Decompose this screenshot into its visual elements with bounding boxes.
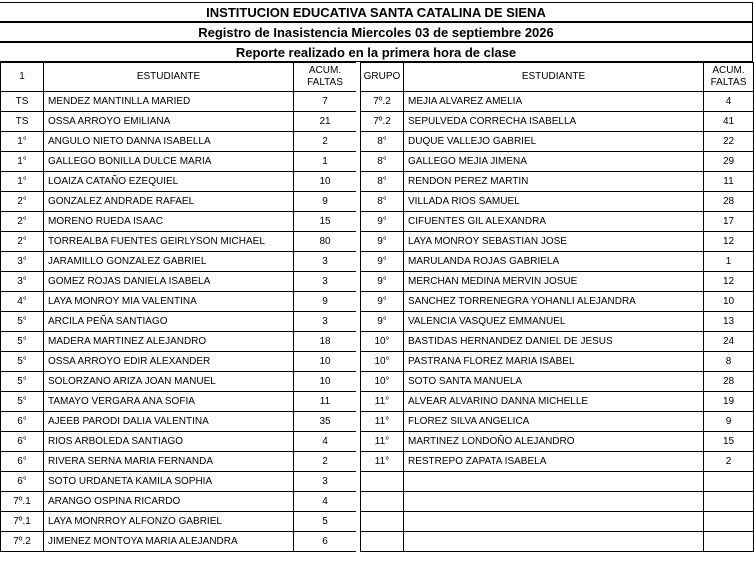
table-row xyxy=(1,472,357,492)
absences-cell xyxy=(704,472,754,492)
group-cell: 7º.2 xyxy=(361,112,404,132)
table-row xyxy=(1,532,357,552)
student-name-cell: VILLADA RIOS SAMUEL xyxy=(404,192,704,212)
attendance-table-right xyxy=(360,62,754,552)
absences-cell: 3 xyxy=(294,272,357,292)
table-row xyxy=(361,292,754,312)
table-row xyxy=(1,192,357,212)
absences-cell: 12 xyxy=(704,232,754,252)
group-cell: 8° xyxy=(361,152,404,172)
table-row xyxy=(361,532,754,552)
group-cell: 9° xyxy=(361,232,404,252)
table-row xyxy=(1,352,357,372)
absences-cell: 28 xyxy=(704,192,754,212)
group-cell xyxy=(361,532,404,552)
table-row xyxy=(1,312,357,332)
absences-cell: 10 xyxy=(294,372,357,392)
student-name-cell: RIVERA SERNA MARIA FERNANDA xyxy=(44,452,294,472)
table-row xyxy=(361,412,754,432)
table-row xyxy=(361,112,754,132)
student-name-cell: OSSA ARROYO EDIR ALEXANDER xyxy=(44,352,294,372)
absences-cell: 8 xyxy=(704,352,754,372)
group-cell: 9° xyxy=(361,312,404,332)
absences-cell: 11 xyxy=(294,392,357,412)
group-column-header: GRUPO xyxy=(361,63,404,92)
student-name-cell: MERCHAN MEDINA MERVIN JOSUE xyxy=(404,272,704,292)
student-name-cell: MADERA MARTINEZ ALEJANDRO xyxy=(44,332,294,352)
report-note: Reporte realizado en la primera hora de clase xyxy=(0,42,753,62)
group-cell: 6° xyxy=(1,432,44,452)
table-row xyxy=(1,452,357,472)
group-cell xyxy=(361,472,404,492)
group-cell: 3° xyxy=(1,252,44,272)
absences-cell: 19 xyxy=(704,392,754,412)
student-name-cell: CIFUENTES GIL ALEXANDRA xyxy=(404,212,704,232)
absences-cell: 15 xyxy=(294,212,357,232)
table-row xyxy=(1,212,357,232)
absences-cell: 17 xyxy=(704,212,754,232)
student-column-header: ESTUDIANTE xyxy=(44,63,294,92)
group-cell: 5° xyxy=(1,392,44,412)
student-name-cell xyxy=(404,532,704,552)
group-cell: 7º.2 xyxy=(361,92,404,112)
student-name-cell: SOTO SANTA MANUELA xyxy=(404,372,704,392)
group-column-header: 1 xyxy=(1,63,44,92)
table-header-row xyxy=(1,63,357,92)
group-cell: 6° xyxy=(1,412,44,432)
student-name-cell: GOMEZ ROJAS DANIELA ISABELA xyxy=(44,272,294,292)
student-name-cell: MENDEZ MANTINLLA MARIED xyxy=(44,92,294,112)
student-name-cell: LOAIZA CATAÑO EZEQUIEL xyxy=(44,172,294,192)
absences-cell: 9 xyxy=(704,412,754,432)
table-row xyxy=(361,452,754,472)
absences-cell: 11 xyxy=(704,172,754,192)
group-cell: 11° xyxy=(361,412,404,432)
absences-cell: 9 xyxy=(294,292,357,312)
group-cell: 5° xyxy=(1,332,44,352)
absences-cell: 10 xyxy=(294,172,357,192)
student-column-header: ESTUDIANTE xyxy=(404,63,704,92)
table-row xyxy=(361,272,754,292)
table-row xyxy=(361,192,754,212)
table-row xyxy=(1,332,357,352)
student-name-cell: ARCILA PEÑA SANTIAGO xyxy=(44,312,294,332)
group-cell: 2° xyxy=(1,212,44,232)
absences-cell xyxy=(704,492,754,512)
group-cell: 9° xyxy=(361,292,404,312)
group-cell: 9° xyxy=(361,272,404,292)
absences-cell: 3 xyxy=(294,252,357,272)
absences-cell: 3 xyxy=(294,312,357,332)
table-row xyxy=(361,92,754,112)
group-cell: 1° xyxy=(1,152,44,172)
student-name-cell: MARTINEZ LONDOÑO ALEJANDRO xyxy=(404,432,704,452)
absences-cell: 28 xyxy=(704,372,754,392)
student-name-cell: LAYA MONROY SEBASTIAN JOSE xyxy=(404,232,704,252)
group-cell: 8° xyxy=(361,192,404,212)
group-cell: 9° xyxy=(361,212,404,232)
group-cell: 6° xyxy=(1,452,44,472)
absences-cell: 2 xyxy=(704,452,754,472)
table-row xyxy=(1,92,357,112)
student-name-cell: RENDON PEREZ MARTIN xyxy=(404,172,704,192)
group-cell: TS xyxy=(1,112,44,132)
student-name-cell: SEPULVEDA CORRECHA ISABELLA xyxy=(404,112,704,132)
table-row xyxy=(1,112,357,132)
group-cell: 5° xyxy=(1,312,44,332)
table-row xyxy=(1,292,357,312)
absences-cell: 2 xyxy=(294,452,357,472)
table-row xyxy=(1,152,357,172)
table-row xyxy=(361,492,754,512)
absences-cell: 29 xyxy=(704,152,754,172)
absences-cell: 18 xyxy=(294,332,357,352)
student-name-cell: JIMENEZ MONTOYA MARIA ALEJANDRA xyxy=(44,532,294,552)
student-name-cell: RESTREPO ZAPATA ISABELA xyxy=(404,452,704,472)
table-row xyxy=(361,512,754,532)
absences-cell: 4 xyxy=(704,92,754,112)
table-row xyxy=(361,352,754,372)
group-cell: 6° xyxy=(1,472,44,492)
absences-cell: 41 xyxy=(704,112,754,132)
student-name-cell xyxy=(404,472,704,492)
school-title: INSTITUCION EDUCATIVA SANTA CATALINA DE SIENA xyxy=(0,2,753,22)
group-cell: 10° xyxy=(361,372,404,392)
student-name-cell: SOTO URDANETA KAMILA SOPHIA xyxy=(44,472,294,492)
table-row xyxy=(1,272,357,292)
absences-cell: 13 xyxy=(704,312,754,332)
absences-cell: 4 xyxy=(294,492,357,512)
student-name-cell: TORREALBA FUENTES GEIRLYSON MICHAEL xyxy=(44,232,294,252)
student-name-cell: GONZALEZ ANDRADE RAFAEL xyxy=(44,192,294,212)
group-cell: 7º.1 xyxy=(1,492,44,512)
group-cell: 9° xyxy=(361,252,404,272)
student-name-cell: ARANGO OSPINA RICARDO xyxy=(44,492,294,512)
student-name-cell: ANGULO NIETO DANNA ISABELLA xyxy=(44,132,294,152)
table-row xyxy=(361,372,754,392)
absences-cell: 15 xyxy=(704,432,754,452)
table-row xyxy=(1,172,357,192)
absences-cell: 22 xyxy=(704,132,754,152)
table-row xyxy=(361,212,754,232)
group-cell: 10° xyxy=(361,332,404,352)
absences-column-header: ACUM. FALTAS xyxy=(294,63,357,92)
student-name-cell: GALLEGO MEJIA JIMENA xyxy=(404,152,704,172)
student-name-cell: TAMAYO VERGARA ANA SOFIA xyxy=(44,392,294,412)
student-name-cell: MORENO RUEDA ISAAC xyxy=(44,212,294,232)
table-row xyxy=(361,312,754,332)
student-name-cell: ALVEAR ALVARINO DANNA MICHELLE xyxy=(404,392,704,412)
table-row xyxy=(361,152,754,172)
group-cell: 1° xyxy=(1,172,44,192)
table-row xyxy=(1,372,357,392)
group-cell: 1° xyxy=(1,132,44,152)
student-name-cell: RIOS ARBOLEDA SANTIAGO xyxy=(44,432,294,452)
group-cell: 11° xyxy=(361,432,404,452)
group-cell: 4° xyxy=(1,292,44,312)
table-row xyxy=(1,252,357,272)
table-header-row xyxy=(361,63,754,92)
table-row xyxy=(361,232,754,252)
absences-column-header: ACUM. FALTAS xyxy=(704,63,754,92)
table-row xyxy=(361,172,754,192)
absences-cell: 7 xyxy=(294,92,357,112)
student-name-cell: MARULANDA ROJAS GABRIELA xyxy=(404,252,704,272)
table-row xyxy=(1,512,357,532)
absences-cell: 6 xyxy=(294,532,357,552)
group-cell xyxy=(361,492,404,512)
student-name-cell: FLOREZ SILVA ANGELICA xyxy=(404,412,704,432)
absences-cell: 5 xyxy=(294,512,357,532)
table-row xyxy=(361,252,754,272)
student-name-cell xyxy=(404,492,704,512)
absences-cell: 10 xyxy=(294,352,357,372)
student-name-cell: LAYA MONRROY ALFONZO GABRIEL xyxy=(44,512,294,532)
student-name-cell: GALLEGO BONILLA DULCE MARIA xyxy=(44,152,294,172)
attendance-subtitle: Registro de Inasistencia Miercoles 03 de septiembre 2026 xyxy=(0,22,753,42)
group-cell: TS xyxy=(1,92,44,112)
absences-cell: 1 xyxy=(704,252,754,272)
attendance-table-left xyxy=(0,62,357,552)
absences-cell xyxy=(704,512,754,532)
group-cell: 7º.1 xyxy=(1,512,44,532)
student-name-cell: PASTRANA FLOREZ MARIA ISABEL xyxy=(404,352,704,372)
group-cell: 11° xyxy=(361,392,404,412)
absences-cell: 12 xyxy=(704,272,754,292)
student-name-cell: DUQUE VALLEJO GABRIEL xyxy=(404,132,704,152)
table-row xyxy=(1,392,357,412)
group-cell: 5° xyxy=(1,372,44,392)
table-row xyxy=(361,332,754,352)
absences-cell: 9 xyxy=(294,192,357,212)
table-row xyxy=(361,132,754,152)
student-name-cell: LAYA MONROY MIA VALENTINA xyxy=(44,292,294,312)
student-name-cell: OSSA ARROYO EMILIANA xyxy=(44,112,294,132)
group-cell: 2° xyxy=(1,232,44,252)
student-name-cell: JARAMILLO GONZALEZ GABRIEL xyxy=(44,252,294,272)
student-name-cell xyxy=(404,512,704,532)
group-cell: 5° xyxy=(1,352,44,372)
group-cell: 11° xyxy=(361,452,404,472)
student-name-cell: AJEEB PARODI DALIA VALENTINA xyxy=(44,412,294,432)
absences-cell: 21 xyxy=(294,112,357,132)
student-name-cell: MEJIA ALVAREZ AMELIA xyxy=(404,92,704,112)
absences-cell: 1 xyxy=(294,152,357,172)
group-cell: 10° xyxy=(361,352,404,372)
absences-cell: 4 xyxy=(294,432,357,452)
table-row xyxy=(1,132,357,152)
group-cell: 7º.2 xyxy=(1,532,44,552)
absences-cell xyxy=(704,532,754,552)
table-row xyxy=(361,392,754,412)
table-row xyxy=(1,232,357,252)
table-row xyxy=(1,412,357,432)
absences-cell: 24 xyxy=(704,332,754,352)
group-cell: 8° xyxy=(361,172,404,192)
absences-cell: 35 xyxy=(294,412,357,432)
student-name-cell: SOLORZANO ARIZA JOAN MANUEL xyxy=(44,372,294,392)
table-row xyxy=(361,472,754,492)
table-row xyxy=(1,432,357,452)
absences-cell: 80 xyxy=(294,232,357,252)
group-cell xyxy=(361,512,404,532)
student-name-cell: VALENCIA VASQUEZ EMMANUEL xyxy=(404,312,704,332)
absences-cell: 10 xyxy=(704,292,754,312)
student-name-cell: BASTIDAS HERNANDEZ DANIEL DE JESUS xyxy=(404,332,704,352)
group-cell: 2° xyxy=(1,192,44,212)
group-cell: 3° xyxy=(1,272,44,292)
absences-cell: 2 xyxy=(294,132,357,152)
table-row xyxy=(361,432,754,452)
table-row xyxy=(1,492,357,512)
student-name-cell: SANCHEZ TORRENEGRA YOHANLI ALEJANDRA xyxy=(404,292,704,312)
group-cell: 8° xyxy=(361,132,404,152)
absences-cell: 3 xyxy=(294,472,357,492)
